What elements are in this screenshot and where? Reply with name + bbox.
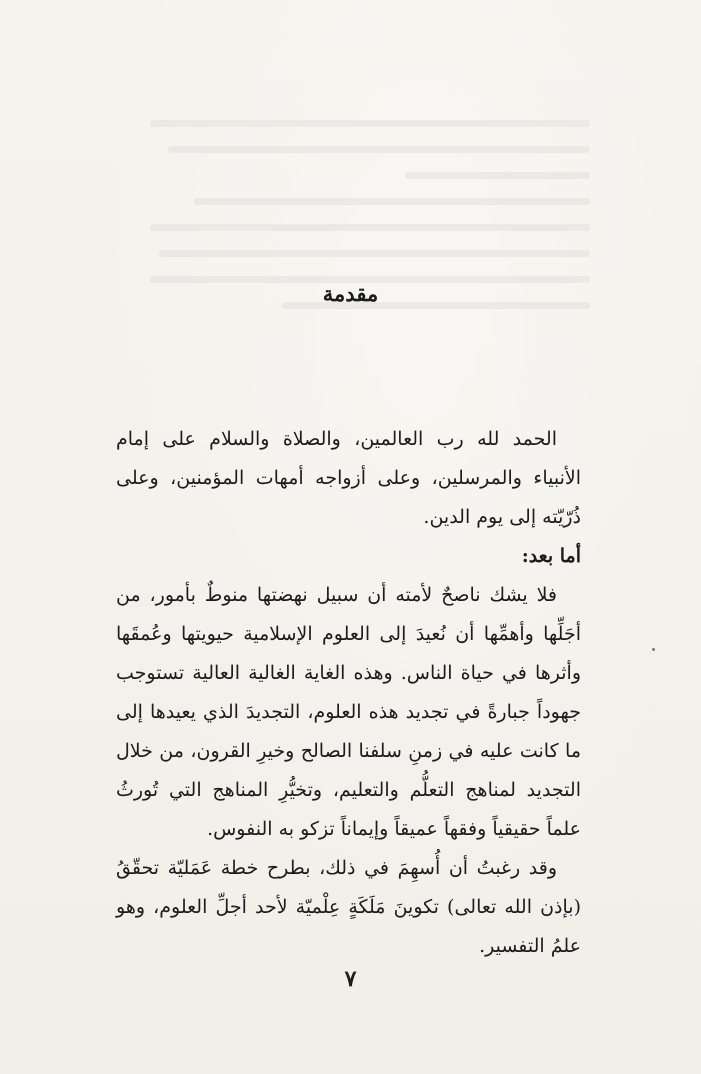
paragraph-main: فلا يشك ناصحٌ لأمته أن سبيل نهضتها منوطٌ بأمور، من أجَلِّها وأهمِّها أن نُعيدَ إلى العلوم الإسلامية حيويتها وعُمقَها وأثرها في حياة الناس. وهذه الغاية الغالية العالية تستوجب جهوداً جبارةً في تجديد هذه العلوم، التجديدَ الذي يعيدها إلى ما كانت عليه في زمنِ سلفنا الصالح وخيرِ القرون، من خلال التجديد لمناهج التعلُّم والتعليم، وتخيُّرِ المناهج التي تُورثُ علماً حقيقياً وفقهاً عميقاً وإيماناً تزكو به النفوس.	[116, 584, 581, 840]
page-number: ٧	[344, 966, 357, 992]
paper-speck	[652, 648, 655, 651]
page-title: مقدمة	[322, 281, 379, 306]
paragraph-closing: وقد رغبتُ أن أُسهِمَ في ذلك، بطرح خطة عَمَليّة تحقّقُ (بإذن الله تعالى) تكوينَ مَلَكَةٍ عِلْميّة لأحد أجلِّ العلوم، وهو علمُ التفسير.	[116, 857, 581, 957]
paragraph-amma-baad: أما بعد:	[521, 545, 581, 567]
paragraph-opening: الحمد لله رب العالمين، والصلاة والسلام على إمام الأنبياء والمرسلين، وعلى أزواجه أمهات المؤمنين، وعلى ذُرّيّته إلى يوم الدين.	[116, 428, 581, 528]
show-through-text	[150, 120, 590, 400]
page-body	[116, 420, 581, 966]
